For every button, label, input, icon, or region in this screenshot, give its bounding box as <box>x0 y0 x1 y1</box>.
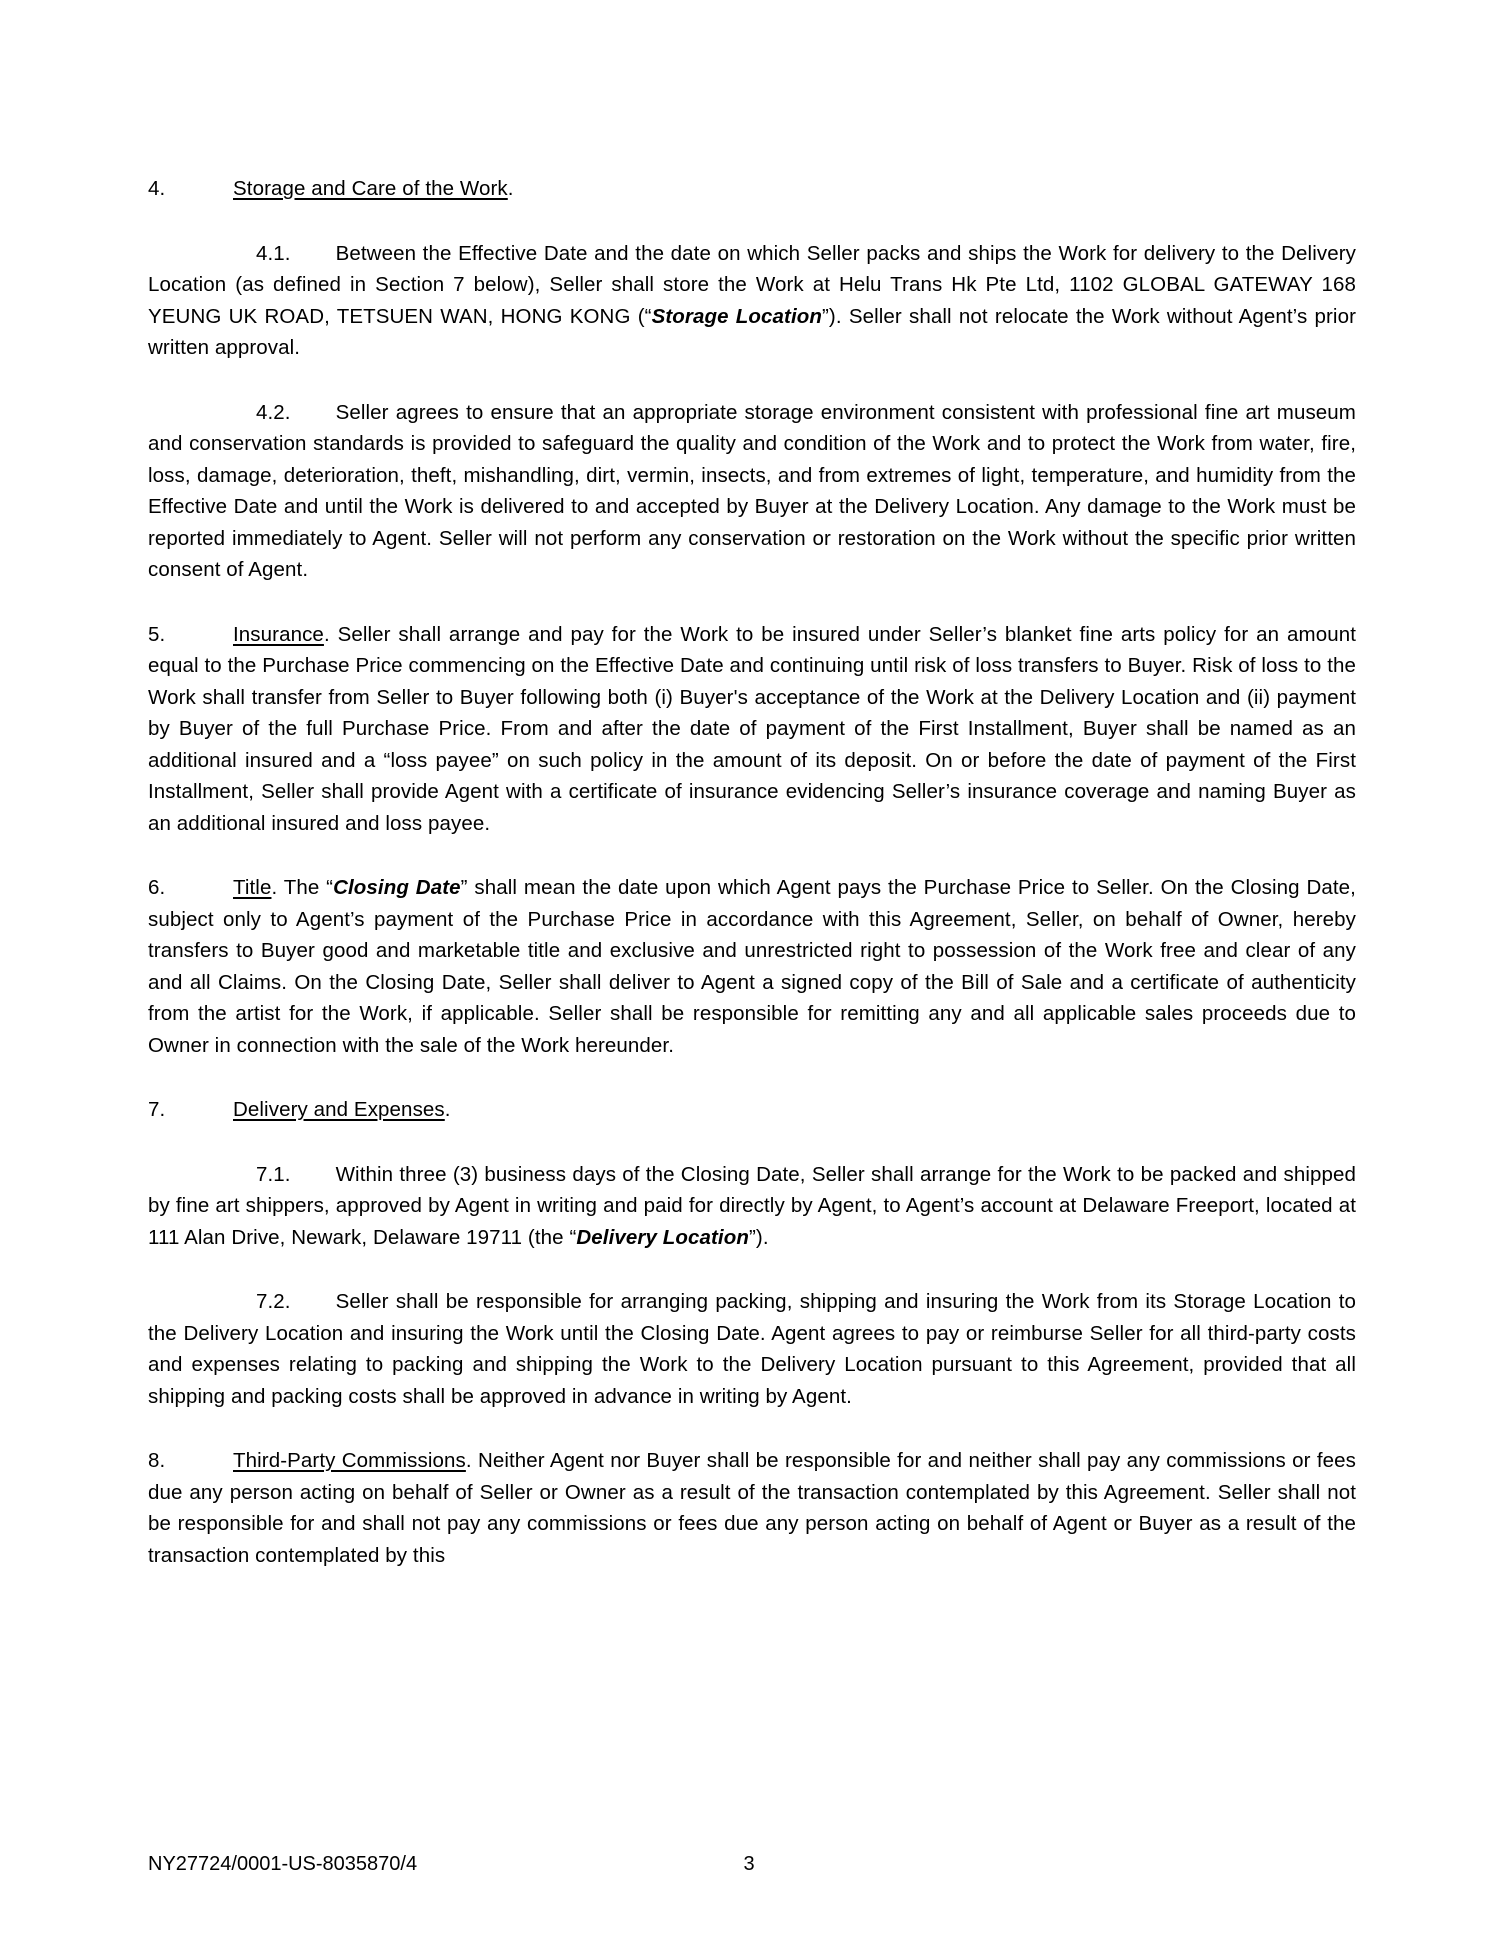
page-number: 3 <box>743 1853 755 1875</box>
section-title: Insurance <box>233 622 324 646</box>
clause-4-1 <box>148 238 1356 364</box>
section-7-heading <box>148 1094 1356 1126</box>
section-title: Storage and Care of the Work <box>233 177 508 200</box>
clause-text: ”). Seller shall not relocate the Work without Agent’s prior written approval. <box>148 304 1356 359</box>
section-number: 4. <box>148 177 166 200</box>
section-4-heading <box>148 173 1356 205</box>
clause-number: 4.1. <box>256 241 291 265</box>
clause-text: . Neither Agent nor Buyer shall be responsible for and neither shall pay any commissions or fees due any person acting on behalf of Seller or Owner as a result of the transaction contemplated by this Agreement. Seller shall not be responsible for and shall not pay any commissions or fees due any person acting on behalf of Agent or Buyer as a result of the transaction contemplated by this <box>148 1449 1356 1567</box>
clause-text: Seller agrees to ensure that an appropriate storage environment consistent with professional fine art museum and conservation standards is provided to safeguard the quality and condition of the Work and to protect the Work from water, fire, loss, damage, deterioration, theft, mishandling, dirt, vermin, insects, and from extremes of light, temperature, and humidity from the Effective Date and until the Work is delivered to and accepted by Buyer at the Delivery Location. Any damage to the Work must be reported immediately to Agent. Seller will not perform any conservation or restoration on the Work without the specific prior written consent of Agent. <box>148 400 1356 581</box>
section-title: Title <box>233 876 272 899</box>
page-footer <box>0 1848 1498 1880</box>
section-number: 5. <box>148 622 166 646</box>
clause-text: Between the Effective Date and the date on which Seller packs and ships the Work for delivery to the Delivery Location (as defined in Section 7 below), Seller shall store the Work at Helu Trans Hk Pte Ltd, 1102 GLOBAL GATEWAY 168 YEUNG UK ROAD, TETSUEN WAN, HONG KONG (“ <box>148 241 1356 328</box>
clause-number: 4.2. <box>256 400 291 424</box>
clause-text: ”). <box>748 1225 769 1249</box>
document-body <box>148 173 1356 1604</box>
document-reference-number: NY27724/0001-US-8035870/4 <box>148 1853 418 1875</box>
section-number: 6. <box>148 876 166 899</box>
section-title: Third-Party Commissions <box>233 1449 466 1472</box>
clause-text: Seller shall be responsible for arranging packing, shipping and insuring the Work from its Storage Location to the Delivery Location and insuring the Work until the Closing Date. Agent agrees to pay or reimburse Seller for all third-party costs and expenses relating to packing and shipping the Work to the Delivery Location pursuant to this Agreement, provided that all shipping and packing costs shall be approved in advance in writing by Agent. <box>148 1290 1356 1408</box>
clause-number: 7.2. <box>256 1290 291 1313</box>
clause-number: 7.1. <box>256 1162 291 1186</box>
section-title-period: . <box>444 1098 451 1121</box>
section-8-third-party-commissions <box>148 1445 1356 1571</box>
clause-4-2 <box>148 397 1356 586</box>
term-storage-location: Storage Location <box>651 304 822 328</box>
clause-7-1 <box>148 1159 1356 1254</box>
section-title: Delivery and Expenses <box>233 1098 445 1121</box>
term-delivery-location: Delivery Location <box>576 1225 749 1249</box>
term-closing-date: Closing Date <box>333 876 461 899</box>
section-number: 7. <box>148 1098 166 1121</box>
clause-text: . Seller shall arrange and pay for the Work to be insured under Seller’s blanket fine arts policy for an amount equal to the Purchase Price commencing on the Effective Date and continuing until risk of loss transfers to Buyer. Risk of loss to the Work shall transfer from Seller to Buyer following both (i) Buyer's acceptance of the Work at the Delivery Location and (ii) payment by Buyer of the full Purchase Price. From and after the date of payment of the First Installment, Buyer shall be named as an additional insured and a “loss payee” on such policy in the amount of its deposit. On or before the date of payment of the First Installment, Seller shall provide Agent with a certificate of insurance evidencing Seller’s insurance coverage and naming Buyer as an additional insured and loss payee. <box>148 622 1356 835</box>
clause-7-2 <box>148 1286 1356 1412</box>
section-number: 8. <box>148 1449 166 1472</box>
section-5-insurance <box>148 619 1356 840</box>
clause-text: . The “ <box>271 876 334 899</box>
clause-text: ” shall mean the date upon which Agent pays the Purchase Price to Seller. On the Closing Date, subject only to Agent’s payment of the Purchase Price in accordance with this Agreement, Seller, on behalf of Owner, hereby transfers to Buyer good and marketable title and exclusive and unrestricted right to possession of the Work free and clear of any and all Claims. On the Closing Date, Seller shall deliver to Agent a signed copy of the Bill of Sale and a certificate of authenticity from the artist for the Work, if applicable. Seller shall be responsible for remitting any and all applicable sales proceeds due to Owner in connection with the sale of the Work hereunder. <box>148 876 1356 1057</box>
section-title-period: . <box>507 177 514 200</box>
section-6-title <box>148 872 1356 1061</box>
clause-text: Within three (3) business days of the Closing Date, Seller shall arrange for the Work to be packed and shipped by fine art shippers, approved by Agent in writing and paid for directly by Agent, to Agent’s account at Delaware Freeport, located at 111 Alan Drive, Newark, Delaware 19711 (the “ <box>148 1162 1356 1249</box>
